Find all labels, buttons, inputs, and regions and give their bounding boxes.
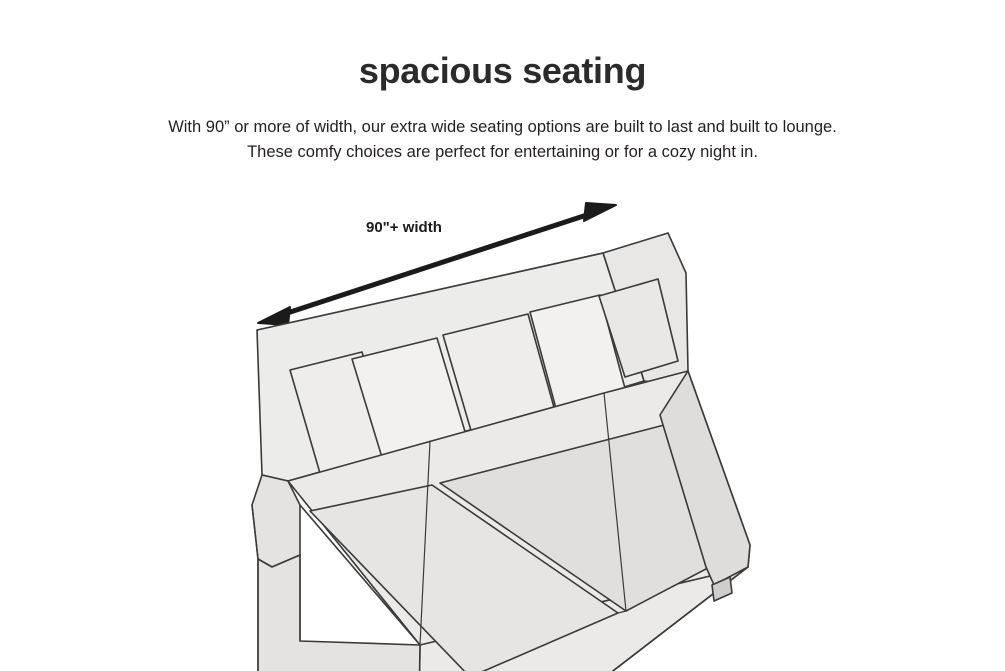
- sofa-illustration-svg: [0, 175, 1005, 671]
- description-line-2: These comfy choices are perfect for entertaining or for a cozy night in.: [247, 143, 758, 161]
- sofa-left-arm-top: [252, 475, 300, 567]
- dimension-label: 90"+ width: [366, 219, 442, 236]
- sofa-diagram: [0, 175, 1005, 671]
- page-title: spacious seating: [358, 50, 647, 91]
- arrow-head-left: [258, 307, 290, 325]
- arrow-head-right: [584, 203, 616, 221]
- description-text: [0, 115, 1005, 165]
- description-line-1: With 90” or more of width, our extra wide seating options are built to last and built to lounge.: [168, 118, 837, 136]
